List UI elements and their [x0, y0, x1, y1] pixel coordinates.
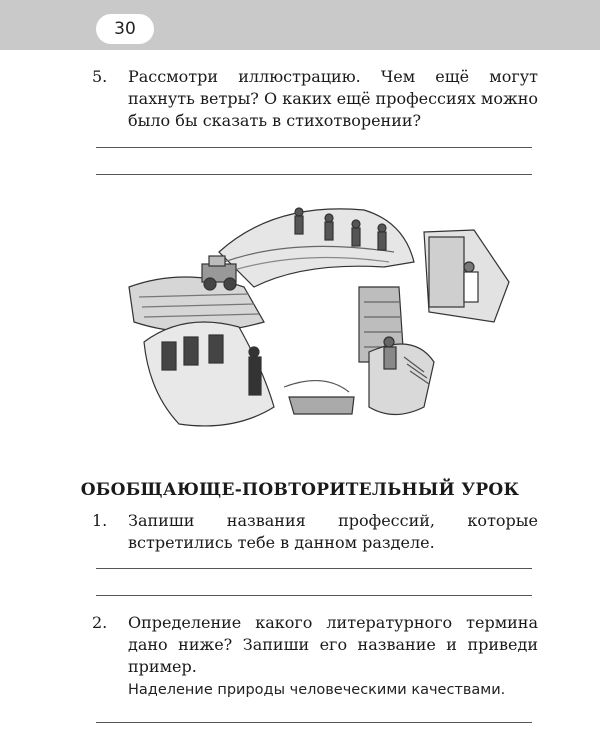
- task-2-text: Определение какого литературного термина дано ниже? Запиши его название и приведи пример.: [128, 613, 538, 676]
- answer-line[interactable]: [96, 722, 532, 723]
- answer-line[interactable]: [96, 595, 532, 596]
- task-5-text: Рассмотри иллюстрацию. Чем ещё могут пахнуть ветры? О каких ещё профессиях можно было бы сказать в стихотворении?: [128, 67, 538, 130]
- answer-line[interactable]: [96, 147, 532, 148]
- professions-illustration: [124, 192, 544, 442]
- task-5: [92, 66, 538, 132]
- task-5-number: 5.: [92, 67, 108, 86]
- task-1-text: Запиши названия профессий, которые встретились тебе в данном разделе.: [128, 511, 538, 552]
- task-2-number: 2.: [92, 613, 108, 632]
- page-number: 30: [96, 14, 154, 44]
- task-1-number: 1.: [92, 511, 108, 530]
- task-2: [92, 612, 538, 678]
- answer-line[interactable]: [96, 568, 532, 569]
- header-band: [0, 0, 600, 50]
- section-title: ОБОБЩАЮЩЕ-ПОВТОРИТЕЛЬНЫЙ УРОК: [80, 480, 520, 500]
- task-1: [92, 510, 538, 554]
- answer-line[interactable]: [96, 174, 532, 175]
- definition-text: Наделение природы человеческими качествами.: [128, 682, 506, 698]
